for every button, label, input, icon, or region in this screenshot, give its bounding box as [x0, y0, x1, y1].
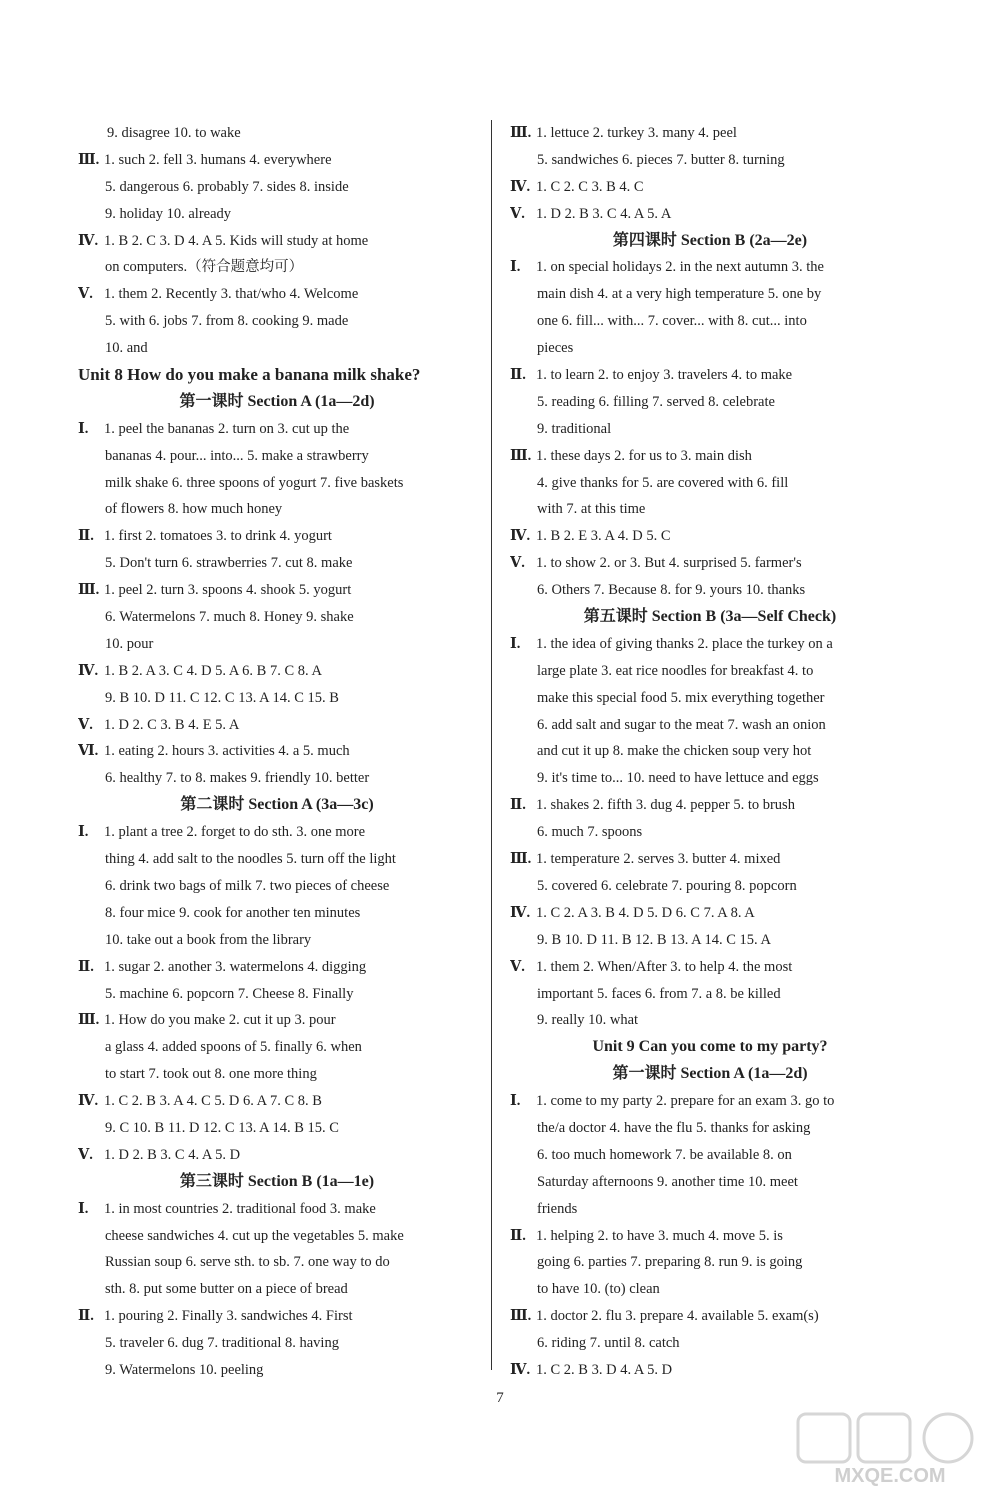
section-numeral: Ⅴ.	[78, 716, 93, 733]
lesson-heading: 第一课时 Section A (1a—2d)	[612, 1065, 808, 1083]
answer-text: 1. C 2. B 3. D 4. A 5. D	[536, 1361, 673, 1378]
answer-text: 1. them 2. Recently 3. that/who 4. Welcome	[104, 286, 359, 303]
section-numeral: Ⅰ.	[510, 1093, 521, 1110]
answer-line	[78, 1034, 476, 1061]
answer-line	[78, 1357, 476, 1384]
answer-text: 1. come to my party 2. prepare for an exam 3. go to	[536, 1093, 835, 1110]
answer-text: 5. Don't turn 6. strawberries 7. cut 8. make	[105, 555, 353, 572]
answer-text: 1. pouring 2. Finally 3. sandwiches 4. First	[104, 1308, 353, 1325]
answer-line	[510, 1249, 910, 1276]
section-numeral: Ⅰ.	[510, 635, 521, 652]
answer-line	[78, 550, 476, 577]
answer-line	[510, 631, 910, 658]
answer-line	[78, 846, 476, 873]
answer-line	[78, 201, 476, 228]
answer-line	[78, 1330, 476, 1357]
section-numeral: Ⅵ.	[78, 743, 99, 760]
column-divider	[491, 120, 492, 1370]
answer-text: 9. B 10. D 11. B 12. B 13. A 14. C 15. A	[537, 931, 771, 948]
answer-text: 1. lettuce 2. turkey 3. many 4. peel	[536, 125, 737, 141]
answer-line	[78, 604, 476, 631]
answer-line	[510, 470, 910, 497]
answer-line	[510, 201, 910, 228]
section-numeral: Ⅱ.	[510, 797, 526, 814]
answer-line	[510, 577, 910, 604]
answer-text: 1. B 2. C 3. D 4. A 5. Kids will study at home	[104, 232, 369, 249]
answer-text: 1. plant a tree 2. forget to do sth. 3. one more	[104, 824, 366, 841]
unit-heading: Unit 8 How do you make a banana milk shake?	[78, 365, 421, 385]
answer-text: large plate 3. eat rice noodles for breakfast 4. to	[537, 662, 814, 679]
answer-line	[510, 335, 910, 362]
answer-text: 1. the idea of giving thanks 2. place the turkey on a	[536, 635, 833, 652]
answer-line	[510, 1088, 910, 1115]
section-numeral: Ⅴ.	[510, 958, 525, 975]
answer-text: thing 4. add salt to the noodles 5. turn off the light	[105, 851, 396, 868]
answer-line	[510, 1115, 910, 1142]
answer-line	[78, 1303, 476, 1330]
lesson-heading: 第五课时 Section B (3a—Self Check)	[583, 608, 837, 626]
answer-text: 1. first 2. tomatoes 3. to drink 4. yogurt	[104, 528, 332, 545]
answer-text: 6. drink two bags of milk 7. two pieces of cheese	[105, 877, 390, 894]
answer-line	[78, 738, 476, 765]
answer-text: 1. peel the bananas 2. turn on 3. cut up the	[104, 420, 350, 437]
section-numeral: Ⅲ.	[78, 151, 100, 168]
answer-text: 1. sugar 2. another 3. watermelons 4. digging	[104, 958, 367, 975]
answer-line	[510, 523, 910, 550]
answer-line	[510, 1330, 910, 1357]
answer-text: and cut it up 8. make the chicken soup very hot	[537, 743, 812, 760]
answer-line	[510, 496, 910, 523]
answer-line	[510, 281, 910, 308]
answer-text: 5. covered 6. celebrate 7. pouring 8. popcorn	[537, 877, 797, 894]
answer-line	[510, 927, 910, 954]
answer-line	[510, 846, 910, 873]
answer-line	[510, 685, 910, 712]
answer-line	[510, 1142, 910, 1169]
answer-text: 1. D 2. B 3. C 4. A 5. A	[536, 205, 672, 222]
answer-text: 1. B 2. E 3. A 4. D 5. C	[536, 528, 671, 545]
answer-text: 1. doctor 2. flu 3. prepare 4. available 5. exam(s)	[536, 1308, 819, 1325]
section-numeral: Ⅳ.	[78, 662, 99, 679]
answer-text: one 6. fill... with... 7. cover... with 8. cut... into	[537, 313, 807, 330]
answer-line	[78, 174, 476, 201]
section-numeral: Ⅲ.	[510, 1308, 532, 1325]
answer-line	[510, 550, 910, 577]
answer-line	[510, 900, 910, 927]
answer-line	[510, 1223, 910, 1250]
section-numeral: Ⅳ.	[510, 528, 531, 545]
answer-line	[510, 954, 910, 981]
answer-text: 9. Watermelons 10. peeling	[105, 1361, 264, 1378]
section-numeral: Ⅰ.	[510, 259, 521, 276]
section-numeral: Ⅳ.	[510, 904, 531, 921]
section-numeral: Ⅰ.	[78, 420, 89, 437]
answer-text: bananas 4. pour... into... 5. make a strawberry	[105, 447, 369, 464]
answer-text: 1. in most countries 2. traditional food 3. make	[104, 1200, 376, 1217]
answer-text: 5. with 6. jobs 7. from 8. cooking 9. made	[105, 313, 349, 330]
answer-line	[78, 308, 476, 335]
answer-line	[78, 981, 476, 1008]
answer-text: 6. healthy 7. to 8. makes 9. friendly 10. better	[105, 770, 370, 787]
answer-line	[510, 174, 910, 201]
answer-line	[78, 1196, 476, 1223]
answer-line	[78, 954, 476, 981]
answer-text: 1. shakes 2. fifth 3. dug 4. pepper 5. to brush	[536, 797, 795, 814]
answer-line	[510, 147, 910, 174]
page-number: 7	[496, 1390, 504, 1406]
answer-text: friends	[537, 1200, 578, 1217]
answer-line	[510, 389, 910, 416]
answer-line	[78, 335, 476, 362]
answer-line	[510, 1196, 910, 1223]
section-numeral: Ⅳ.	[78, 232, 99, 249]
answer-text: 8. four mice 9. cook for another ten minutes	[105, 904, 361, 921]
section-numeral: Ⅱ.	[78, 528, 94, 545]
answer-text: 9. it's time to... 10. need to have lettuce and eggs	[537, 770, 819, 787]
left-column	[78, 120, 476, 1384]
answer-text: 5. reading 6. filling 7. served 8. celebrate	[537, 393, 775, 410]
answer-line	[510, 443, 910, 470]
section-numeral: Ⅲ.	[510, 447, 532, 464]
answer-line	[510, 792, 910, 819]
answer-line	[510, 738, 910, 765]
answer-text: 10. pour	[105, 635, 154, 652]
right-column	[510, 120, 910, 1384]
answer-text: 1. on special holidays 2. in the next autumn 3. the	[536, 259, 824, 276]
answer-line	[78, 1061, 476, 1088]
answer-text: Saturday afternoons 9. another time 10. meet	[537, 1173, 798, 1190]
answer-text: 5. dangerous 6. probably 7. sides 8. inside	[105, 178, 349, 195]
answer-line	[78, 577, 476, 604]
answer-text: 1. helping 2. to have 3. much 4. move 5. is	[536, 1227, 783, 1244]
answer-text: 1. eating 2. hours 3. activities 4. a 5. much	[104, 743, 350, 760]
answer-text: 1. D 2. B 3. C 4. A 5. D	[104, 1146, 241, 1163]
answer-text: 1. B 2. A 3. C 4. D 5. A 6. B 7. C 8. A	[104, 662, 322, 679]
answer-text: of flowers 8. how much honey	[105, 501, 283, 518]
answer-line	[510, 658, 910, 685]
answer-line	[510, 254, 910, 281]
answer-line	[510, 362, 910, 389]
answer-line	[78, 416, 476, 443]
answer-line	[78, 1249, 476, 1276]
answer-line	[510, 120, 910, 147]
answer-text: 6. Watermelons 7. much 8. Honey 9. shake	[105, 609, 354, 626]
answer-line	[78, 1088, 476, 1115]
lesson-heading: 第二课时 Section A (3a—3c)	[180, 796, 374, 814]
answer-text: make this special food 5. mix everything together	[537, 689, 825, 706]
section-numeral: Ⅴ.	[78, 1146, 93, 1163]
answer-text: 1. How do you make 2. cut it up 3. pour	[104, 1012, 336, 1029]
answer-text: 1. them 2. When/After 3. to help 4. the most	[536, 958, 793, 975]
answer-text: pieces	[537, 340, 574, 357]
answer-text: 6. Others 7. Because 8. for 9. yours 10. thanks	[537, 582, 806, 599]
answer-text: 1. C 2. B 3. A 4. C 5. D 6. A 7. C 8. B	[104, 1093, 322, 1110]
answer-stamp-watermark-icon	[790, 1408, 990, 1488]
answer-text: 10. take out a book from the library	[105, 931, 312, 948]
answer-text: 4. give thanks for 5. are covered with 6. fill	[537, 474, 789, 491]
lesson-heading: 第三课时 Section B (1a—1e)	[179, 1172, 375, 1190]
answer-line	[78, 900, 476, 927]
section-numeral: Ⅲ.	[78, 1012, 100, 1029]
answer-line	[510, 1276, 910, 1303]
answer-text: milk shake 6. three spoons of yogurt 7. five baskets	[105, 474, 404, 491]
answer-text: on computers.（符合题意均可）	[105, 259, 304, 276]
section-numeral: Ⅳ.	[510, 178, 531, 195]
answer-line	[78, 685, 476, 712]
answer-text: cheese sandwiches 4. cut up the vegetables 5. make	[105, 1227, 404, 1244]
answer-text: 5. traveler 6. dug 7. traditional 8. having	[105, 1335, 339, 1352]
section-numeral: Ⅳ.	[510, 1361, 531, 1378]
answer-text: Russian soup 6. serve sth. to sb. 7. one way to do	[105, 1254, 390, 1271]
answer-text: 6. too much homework 7. be available 8. on	[537, 1146, 792, 1163]
answer-line	[78, 1115, 476, 1142]
answer-text: 9. C 10. B 11. D 12. C 13. A 14. B 15. C	[105, 1119, 339, 1136]
answer-line	[78, 765, 476, 792]
answer-line	[78, 147, 476, 174]
answer-line	[510, 1007, 910, 1034]
answer-text: with 7. at this time	[537, 501, 646, 518]
answer-text: the/a doctor 4. have the flu 5. thanks for asking	[537, 1119, 811, 1136]
answer-text: 9. disagree 10. to wake	[107, 125, 241, 141]
answer-line	[510, 1169, 910, 1196]
answer-text: to start 7. took out 8. one more thing	[105, 1066, 317, 1083]
section-numeral: Ⅱ.	[510, 1227, 526, 1244]
section-numeral: Ⅴ.	[78, 286, 93, 303]
answer-text: going 6. parties 7. preparing 8. run 9. is going	[537, 1254, 803, 1271]
section-numeral: Ⅴ.	[510, 205, 525, 222]
section-numeral: Ⅲ.	[78, 582, 100, 599]
answer-text: sth. 8. put some butter on a piece of bread	[105, 1281, 348, 1298]
answer-line	[78, 228, 476, 255]
answer-line	[78, 873, 476, 900]
answer-text: 9. B 10. D 11. C 12. C 13. A 14. C 15. B	[105, 689, 339, 706]
watermark-text: MXQE.COM	[834, 1465, 946, 1487]
answer-text: 6. add salt and sugar to the meat 7. wash an onion	[537, 716, 826, 733]
section-numeral: Ⅱ.	[78, 958, 94, 975]
answer-line	[78, 120, 476, 147]
answer-text: 1. these days 2. for us to 3. main dish	[536, 447, 752, 464]
answer-line	[510, 765, 910, 792]
answer-line	[510, 308, 910, 335]
answer-text: 1. temperature 2. serves 3. butter 4. mixed	[536, 851, 781, 868]
answer-text: 6. much 7. spoons	[537, 824, 643, 841]
lesson-heading: Unit 9 Can you come to my party?	[592, 1038, 828, 1056]
answer-line	[78, 658, 476, 685]
answer-text: 9. really 10. what	[537, 1012, 639, 1029]
section-numeral: Ⅰ.	[78, 824, 89, 841]
answer-line	[78, 523, 476, 550]
answer-line	[78, 470, 476, 497]
answer-line	[78, 496, 476, 523]
answer-text: 5. sandwiches 6. pieces 7. butter 8. turning	[537, 151, 785, 168]
section-numeral: Ⅲ.	[510, 125, 532, 141]
answer-line	[78, 927, 476, 954]
answer-line	[78, 443, 476, 470]
answer-line	[510, 1303, 910, 1330]
answer-text: 10. and	[105, 340, 148, 357]
answer-line	[78, 1223, 476, 1250]
answer-line	[78, 1276, 476, 1303]
answer-line	[510, 416, 910, 443]
answer-line	[78, 819, 476, 846]
lesson-heading: 第一课时 Section A (1a—2d)	[179, 392, 375, 410]
answer-text: 9. holiday 10. already	[105, 205, 232, 222]
answer-line	[78, 631, 476, 658]
section-numeral: Ⅳ.	[78, 1093, 99, 1110]
answer-line	[510, 873, 910, 900]
answer-line	[78, 712, 476, 739]
answer-text: main dish 4. at a very high temperature 5. one by	[537, 286, 822, 303]
answer-text: 1. C 2. C 3. B 4. C	[536, 178, 644, 195]
answer-text: 1. such 2. fell 3. humans 4. everywhere	[104, 151, 332, 168]
lesson-heading: 第四课时 Section B (2a—2e)	[612, 231, 808, 249]
answer-text: 1. to learn 2. to enjoy 3. travelers 4. to make	[536, 367, 793, 384]
answer-line	[510, 1357, 910, 1384]
section-numeral: Ⅴ.	[510, 555, 525, 572]
answer-line	[510, 981, 910, 1008]
answer-text: 1. D 2. C 3. B 4. E 5. A	[104, 716, 240, 733]
answer-text: to have 10. (to) clean	[537, 1281, 660, 1298]
answer-text: 5. machine 6. popcorn 7. Cheese 8. Finally	[105, 985, 354, 1002]
section-numeral: Ⅲ.	[510, 851, 532, 868]
answer-line	[78, 1007, 476, 1034]
answer-text: 1. to show 2. or 3. But 4. surprised 5. farmer's	[536, 555, 802, 572]
section-numeral: Ⅱ.	[510, 367, 526, 384]
answer-line	[78, 1142, 476, 1169]
answer-line	[78, 254, 476, 281]
answer-text: a glass 4. added spoons of 5. finally 6. when	[105, 1039, 362, 1056]
answer-line	[510, 819, 910, 846]
answer-text: 1. C 2. A 3. B 4. D 5. D 6. C 7. A 8. A	[536, 904, 755, 921]
answer-line	[510, 712, 910, 739]
section-numeral: Ⅱ.	[78, 1308, 94, 1325]
answer-text: 1. peel 2. turn 3. spoons 4. shook 5. yogurt	[104, 582, 352, 599]
section-numeral: Ⅰ.	[78, 1200, 89, 1217]
answer-text: 6. riding 7. until 8. catch	[537, 1335, 680, 1352]
answer-text: 9. traditional	[537, 420, 612, 437]
answer-text: important 5. faces 6. from 7. a 8. be killed	[537, 985, 781, 1002]
answer-line	[78, 281, 476, 308]
